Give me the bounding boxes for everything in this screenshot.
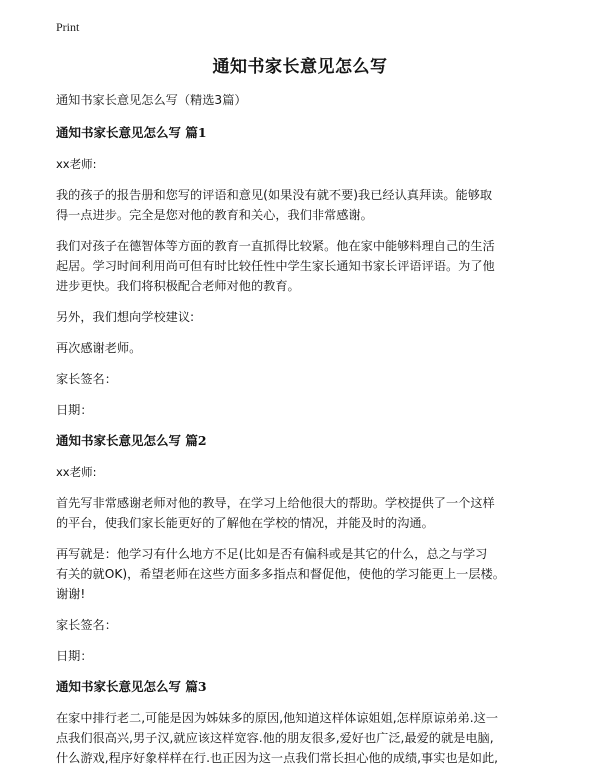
section-heading: 通知书家长意见怎么写 篇3 — [56, 679, 207, 694]
date-line — [56, 400, 556, 420]
paragraph — [56, 708, 556, 768]
print-label: Print — [56, 20, 80, 34]
paragraph-line: 得一点进步。完全是您对他的教育和关心，我们非常感谢。 — [56, 208, 373, 222]
paragraph — [56, 338, 556, 358]
section-1 — [56, 123, 556, 420]
section-3 — [56, 677, 556, 768]
document-body — [56, 90, 556, 779]
paragraph-line: 首先写非常感谢老师对他的教导，在学习上给他很大的帮助。学校提供了一个这样 — [56, 496, 495, 510]
salutation: xx老师: — [56, 465, 97, 479]
paragraph-line: 什么游戏,程序好象样样在行.也正因为这一点我们常长担心他的成绩,事实也是如此, — [56, 751, 499, 765]
paragraph-line: 在家中排行老二,可能是因为姊妹多的原因,他知道这样体谅姐姐,怎样原谅弟弟.这一 — [56, 711, 499, 725]
paragraph-line: 家长签名： — [56, 372, 117, 386]
date-line — [56, 646, 556, 666]
paragraph-line: 家长签名： — [56, 618, 117, 632]
paragraph-line: 的平台，使我们家长能更好的了解他在学校的情况，并能及时的沟通。 — [56, 516, 434, 530]
section-heading: 通知书家长意见怎么写 篇2 — [56, 433, 207, 448]
section-heading: 通知书家长意见怎么写 篇1 — [56, 125, 207, 140]
section-2 — [56, 431, 556, 666]
paragraph — [56, 236, 556, 296]
paragraph — [56, 185, 556, 225]
paragraph-line: 日期： — [56, 403, 93, 417]
paragraph-line: 我的孩子的报告册和您写的评语和意见(如果没有就不要)我已经认真拜读。能够取 — [56, 188, 493, 202]
paragraph — [56, 493, 556, 533]
paragraph-line: 日期： — [56, 649, 93, 663]
paragraph-line: 有关的就OK)，希望老师在这些方面多多指点和督促他，使他的学习能更上一层楼。 — [56, 567, 505, 581]
paragraph-line: 谢谢! — [56, 587, 86, 601]
paragraph-line: 另外，我们想向学校建议: — [56, 310, 195, 324]
parent-signature — [56, 369, 556, 389]
paragraph-line: 再写就是：他学习有什么地方不足(比如是否有偏科或是其它的什么，总之与学习 — [56, 547, 488, 561]
document-title: 通知书家长意见怎么写 — [212, 57, 388, 77]
parent-signature — [56, 615, 556, 635]
paragraph — [56, 307, 556, 327]
paragraph-line: 进步更快。我们将积极配合老师对他的教育。 — [56, 279, 300, 293]
document-subtitle: 通知书家长意见怎么写（精选3篇） — [56, 93, 247, 107]
salutation: xx老师: — [56, 157, 97, 171]
paragraph-line: 再次感谢老师。 — [56, 341, 142, 355]
paragraph-line: 我们对孩子在德智体等方面的教育一直抓得比较紧。他在家中能够料理自己的生活 — [56, 239, 495, 253]
paragraph — [56, 544, 556, 604]
paragraph-line: 点我们很高兴,男子汉,就应该这样宽容.他的朋友很多,爱好也广泛,最爱的就是电脑, — [56, 731, 494, 745]
paragraph-line: 起居。学习时间利用尚可但有时比较任性中学生家长通知书家长评语评语。为了他 — [56, 259, 495, 273]
